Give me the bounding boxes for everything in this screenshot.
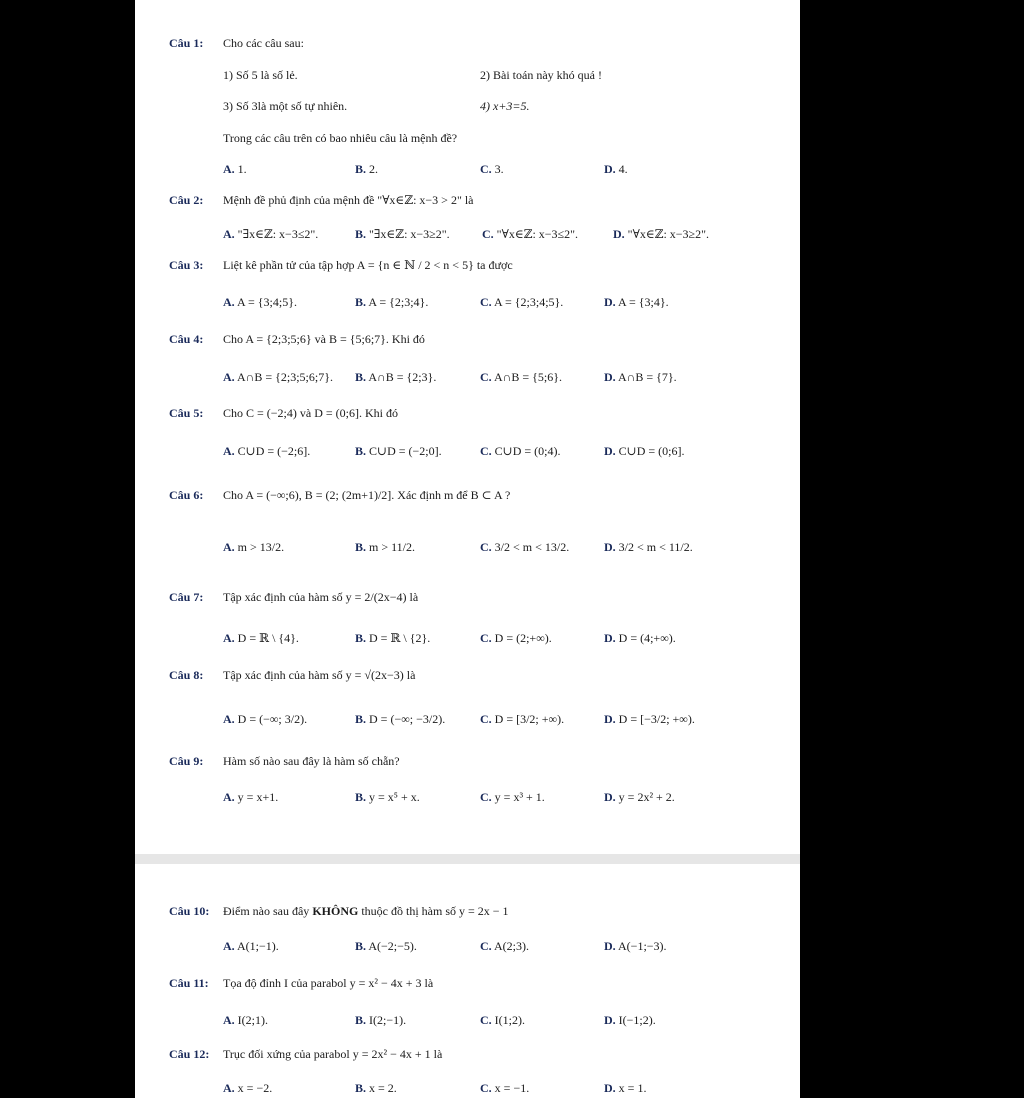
answer-option[interactable]: B. D = (−∞; −3/2).	[355, 712, 446, 726]
question-8	[169, 668, 415, 683]
answer-option[interactable]: B. A(−2;−5).	[355, 939, 417, 953]
answer-option[interactable]: D. D = (4;+∞).	[604, 631, 676, 645]
answer-option[interactable]: A. m > 13/2.	[223, 540, 285, 554]
question-number: Câu 9:	[169, 754, 204, 768]
answer-option[interactable]: B. D = ℝ \ {2}.	[355, 631, 431, 645]
answer-option[interactable]: A. A∩B = {2;3;5;6;7}.	[223, 370, 333, 384]
answer-option[interactable]: B. m > 11/2.	[355, 540, 416, 554]
question-number: Câu 3:	[169, 258, 204, 272]
answer-option[interactable]: C. C∪D = (0;4).	[480, 444, 561, 458]
statement-item: 1) Số 5 là số lẻ.	[223, 68, 298, 82]
question-number: Câu 10:	[169, 904, 210, 918]
question-6	[169, 488, 510, 503]
question-1	[169, 36, 304, 51]
statement-item: 3) Số 3là một số tự nhiên.	[223, 99, 348, 113]
question-10	[169, 904, 509, 919]
answer-option[interactable]: C. "∀x∈ℤ: x−3≤2".	[482, 227, 579, 241]
answer-option[interactable]: C. x = −1.	[480, 1081, 530, 1095]
statement-item: 2) Bài toán này khó quá !	[480, 68, 602, 82]
exam-page-1	[135, 0, 800, 854]
question-text: Hàm số nào sau đây là hàm số chẵn?	[223, 754, 400, 768]
answer-option[interactable]: C. A(2;3).	[480, 939, 530, 953]
statement-item: 4) x+3=5.	[480, 99, 530, 113]
question-text: Cho A = (−∞;6), B = (2; (2m+1)/2]. Xác định m để B ⊂ A ?	[223, 488, 511, 502]
question-prompt: Trong các câu trên có bao nhiêu câu là mệnh đề?	[223, 131, 458, 145]
question-2	[169, 193, 474, 208]
answer-option[interactable]: C. I(1;2).	[480, 1013, 525, 1027]
question-11	[169, 976, 433, 991]
question-emphasis: KHÔNG	[312, 904, 359, 918]
answer-option[interactable]: B. 2.	[355, 162, 379, 176]
question-number: Câu 2:	[169, 193, 204, 207]
answer-option[interactable]: B. "∃x∈ℤ: x−3≥2".	[355, 227, 450, 241]
question-text: thuộc đồ thị hàm số y = 2x − 1	[358, 904, 509, 918]
question-5	[169, 406, 398, 421]
answer-option[interactable]: A. I(2;1).	[223, 1013, 268, 1027]
question-number: Câu 1:	[169, 36, 204, 50]
answer-option[interactable]: A. "∃x∈ℤ: x−3≤2".	[223, 227, 319, 241]
answer-option[interactable]: A. 1.	[223, 162, 247, 176]
answer-option[interactable]: B. y = x⁵ + x.	[355, 790, 420, 804]
question-7	[169, 590, 418, 605]
answer-option[interactable]: D. 3/2 < m < 11/2.	[604, 540, 693, 554]
answer-option[interactable]: A. D = ℝ \ {4}.	[223, 631, 299, 645]
question-number: Câu 11:	[169, 976, 209, 990]
question-number: Câu 5:	[169, 406, 204, 420]
question-text: Cho các câu sau:	[223, 36, 304, 50]
exam-page-2	[135, 864, 800, 1098]
question-9	[169, 754, 400, 769]
question-text: Tọa độ đỉnh I của parabol y = x² − 4x + 3 là	[223, 976, 434, 990]
answer-option[interactable]: B. A∩B = {2;3}.	[355, 370, 437, 384]
answer-option[interactable]: B. x = 2.	[355, 1081, 397, 1095]
page-separator	[135, 854, 800, 864]
answer-option[interactable]: A. A(1;−1).	[223, 939, 279, 953]
answer-option[interactable]: C. D = [3/2; +∞).	[480, 712, 565, 726]
question-number: Câu 7:	[169, 590, 204, 604]
answer-option[interactable]: C. D = (2;+∞).	[480, 631, 552, 645]
question-12	[169, 1047, 442, 1062]
question-number: Câu 6:	[169, 488, 204, 502]
answer-option[interactable]: A. x = −2.	[223, 1081, 273, 1095]
question-number: Câu 12:	[169, 1047, 210, 1061]
question-4	[169, 332, 425, 347]
question-text: Điểm nào sau đây	[223, 904, 313, 918]
answer-option[interactable]: A. D = (−∞; 3/2).	[223, 712, 308, 726]
answer-option[interactable]: C. A = {2;3;4;5}.	[480, 295, 564, 309]
answer-option[interactable]: A. C∪D = (−2;6].	[223, 444, 311, 458]
answer-option[interactable]: D. 4.	[604, 162, 628, 176]
question-text: Tập xác định của hàm số y = 2/(2x−4) là	[223, 590, 419, 604]
answer-option[interactable]: D. C∪D = (0;6].	[604, 444, 685, 458]
question-text: Mệnh đề phủ định của mệnh đề "∀x∈ℤ: x−3 > 2" là	[223, 193, 474, 207]
answer-option[interactable]: D. "∀x∈ℤ: x−3≥2".	[613, 227, 710, 241]
question-text: Tập xác định của hàm số y = √(2x−3) là	[223, 668, 416, 682]
answer-option[interactable]: B. C∪D = (−2;0].	[355, 444, 442, 458]
question-text: Liệt kê phần tử của tập hợp A = {n ∈ ℕ / 2 < n < 5} ta được	[223, 258, 513, 272]
question-number: Câu 4:	[169, 332, 204, 346]
question-3	[169, 258, 513, 273]
question-text: Cho C = (−2;4) và D = (0;6]. Khi đó	[223, 406, 398, 420]
answer-option[interactable]: C. A∩B = {5;6}.	[480, 370, 562, 384]
answer-option[interactable]: B. A = {2;3;4}.	[355, 295, 429, 309]
answer-option[interactable]: C. 3/2 < m < 13/2.	[480, 540, 570, 554]
answer-option[interactable]: A. A = {3;4;5}.	[223, 295, 297, 309]
question-text: Trục đối xứng của parabol y = 2x² − 4x + 1 là	[223, 1047, 443, 1061]
answer-option[interactable]: A. y = x+1.	[223, 790, 279, 804]
answer-option[interactable]: C. 3.	[480, 162, 504, 176]
question-text: Cho A = {2;3;5;6} và B = {5;6;7}. Khi đó	[223, 332, 425, 346]
answer-option[interactable]: D. A = {3;4}.	[604, 295, 669, 309]
answer-option[interactable]: D. y = 2x² + 2.	[604, 790, 675, 804]
answer-option[interactable]: D. D = [−3/2; +∞).	[604, 712, 695, 726]
question-number: Câu 8:	[169, 668, 204, 682]
answer-option[interactable]: B. I(2;−1).	[355, 1013, 407, 1027]
answer-option[interactable]: C. y = x³ + 1.	[480, 790, 545, 804]
answer-option[interactable]: D. x = 1.	[604, 1081, 647, 1095]
answer-option[interactable]: D. I(−1;2).	[604, 1013, 656, 1027]
answer-option[interactable]: D. A∩B = {7}.	[604, 370, 677, 384]
answer-option[interactable]: D. A(−1;−3).	[604, 939, 667, 953]
